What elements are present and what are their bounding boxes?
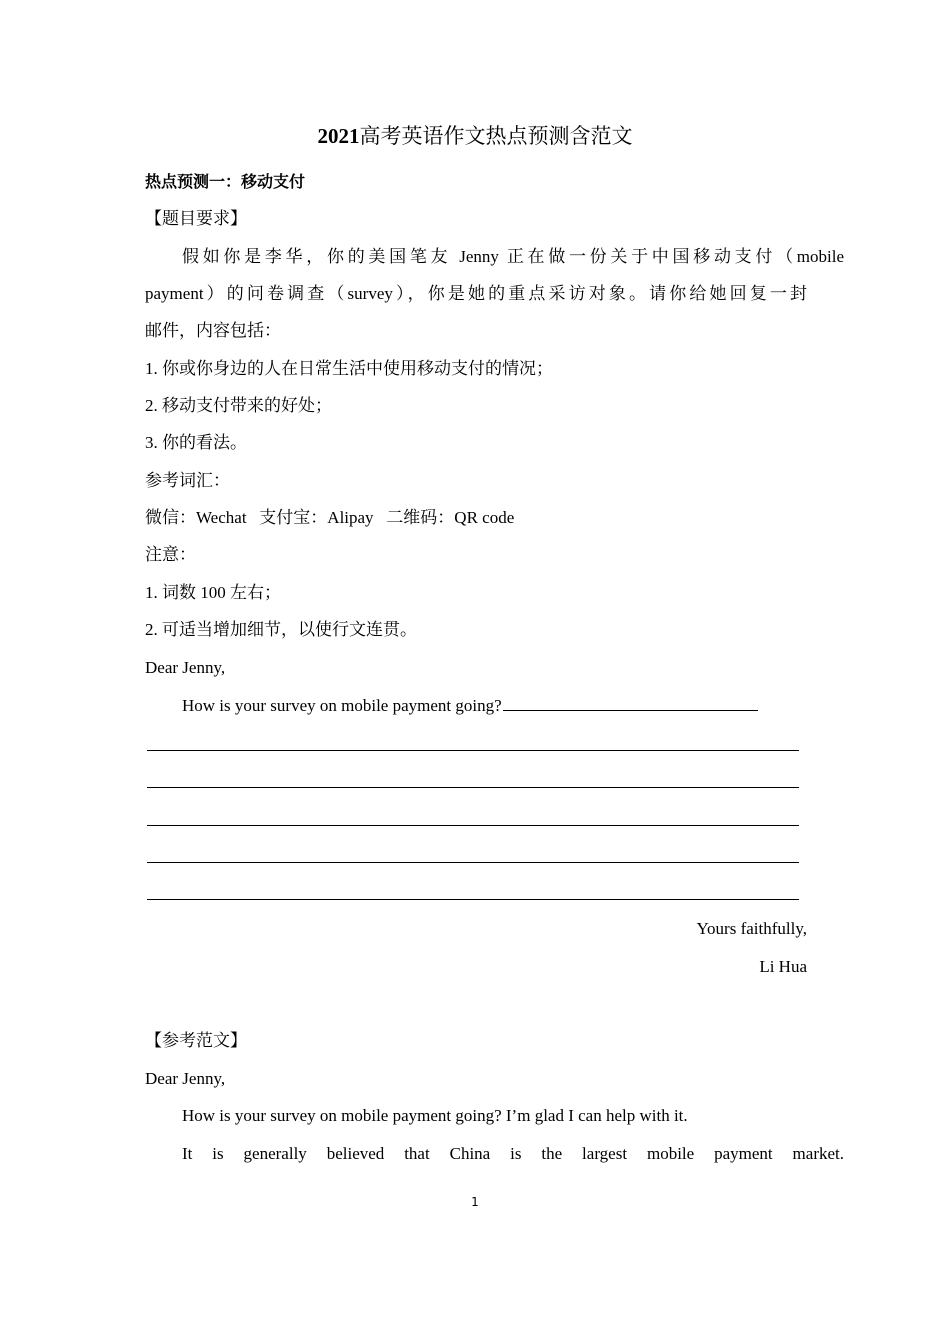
answer-blank-line-1[interactable] [147,750,799,751]
note-1: 1. 词数 100 左右； [145,583,281,602]
notes-label: 注意： [145,545,196,564]
prompt-line-2: payment）的问卷调查（survey），你是她的重点采访对象。请你给她回复一封 [145,284,807,303]
prompt-line-1: 假如你是李华，你的美国笔友 Jenny 正在做一份关于中国移动支付（mobile [182,247,844,266]
sample-line-2: It is generally believed that China is the largest mobile payment market. [182,1144,844,1163]
requirement-label: 【题目要求】 [145,209,247,228]
answer-blank-line-3[interactable] [147,825,799,826]
vocab-list: 微信：Wechat 支付宝：Alipay 二维码：QR code [145,508,515,527]
sample-line-1: How is your survey on mobile payment going? I’m glad I can help with it. [182,1106,688,1125]
sample-greeting: Dear Jenny, [145,1069,226,1088]
letter-signature: Li Hua [759,957,807,976]
title-year: 2021 [317,124,360,148]
letter-closing: Yours faithfully, [696,919,807,938]
answer-blank-line-2[interactable] [147,787,799,788]
answer-blank-inline[interactable] [503,692,758,711]
title-text: 高考英语作文热点预测含范文 [359,124,633,148]
content-point-2: 2. 移动支付带来的好处； [145,396,332,415]
prompt-line-3: 邮件，内容包括： [145,321,281,340]
answer-blank-line-4[interactable] [147,862,799,863]
page-number: 1 [471,1195,479,1209]
section-heading: 热点预测一：移动支付 [145,172,306,191]
vocab-label: 参考词汇： [145,471,230,490]
content-point-3: 3. 你的看法。 [145,433,247,452]
sample-label: 【参考范文】 [145,1031,247,1050]
note-2: 2. 可适当增加细节，以使行文连贯。 [145,620,417,639]
letter-opening-text: How is your survey on mobile payment going? [182,696,502,715]
letter-opening-line [145,692,844,719]
answer-blank-line-5[interactable] [147,899,799,900]
letter-greeting: Dear Jenny, [145,658,226,677]
content-point-1: 1. 你或你身边的人在日常生活中使用移动支付的情况； [145,359,553,378]
document-title [0,122,950,150]
